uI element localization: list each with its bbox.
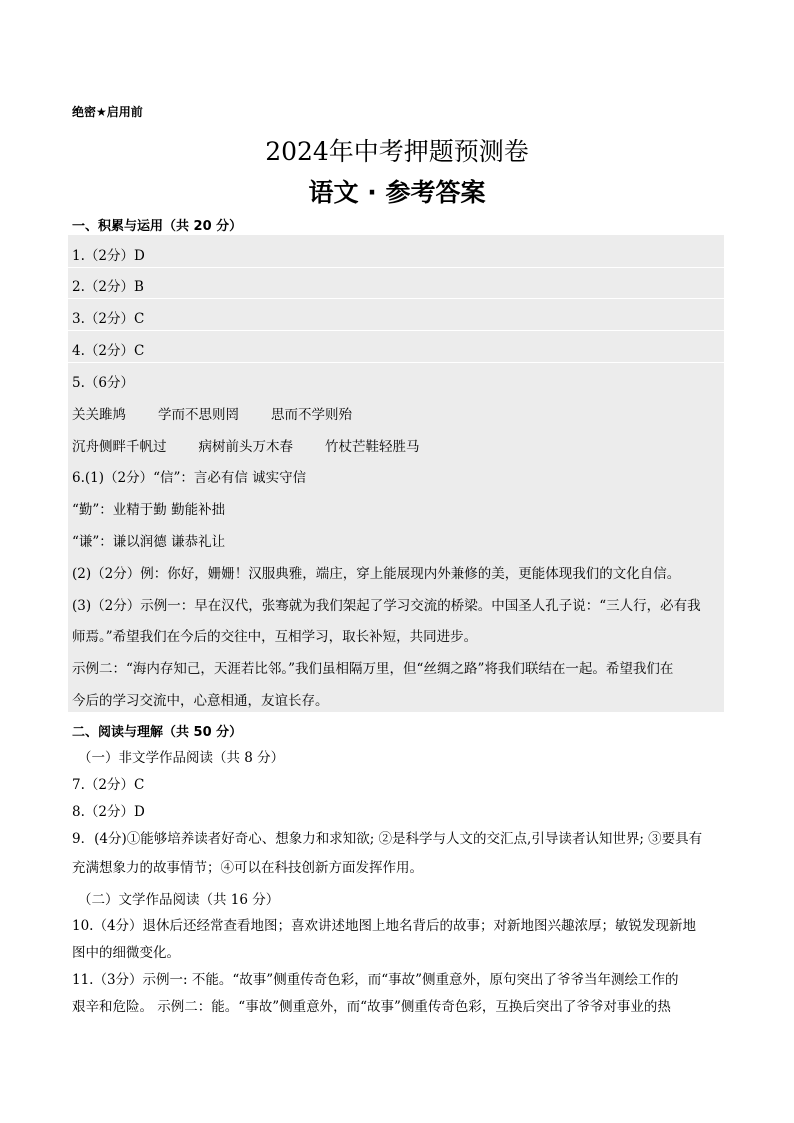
row-divider [68,267,724,268]
exam-subtitle: 语文 · 参考答案 [308,178,486,207]
row-divider [68,362,724,363]
row-divider [68,298,724,299]
answer-q10-line-2: 图中的细微变化。 [72,945,180,961]
poem-fill: 沉舟侧畔千帆过 [72,439,167,455]
answer-q7: 7.（2分）C [72,777,145,793]
answer-q11-line-2: 艰辛和危险。 示例二：能。“事故”侧重意外，而“故事”侧重传奇色彩，互换后突出了爷爷对事业的热 [72,999,671,1015]
answer-q1: 1.（2分）D [72,248,145,264]
answer-q2: 2.（2分）B [72,279,144,295]
subsection-1-heading: （一）非文学作品阅读（共 8 分） [78,750,285,766]
answer-q6-3-line-1: (3)（2分）示例一：早在汉代，张骞就为我们架起了学习交流的桥梁。中国圣人孔子说：“三人行，必有我 [72,598,701,614]
answer-q3: 3.（2分）C [72,311,145,327]
answer-q6-2: (2)（2分）例：你好，姗姗！汉服典雅，端庄，穿上能展现内外兼修的美，更能体现我们的文化自信。 [72,566,681,582]
answer-q6-1-qian: “谦”：谦以润德 谦恭礼让 [72,534,226,550]
poem-fill: 学而不思则罔 [158,407,239,423]
subsection-2-heading: （二）文学作品阅读（共 16 分） [78,892,280,908]
answer-q10-line-1: 10.（4分）退休后还经常查看地图；喜欢讲述地图上地名背后的故事；对新地图兴趣浓厚；敏锐发现新地 [72,918,697,934]
answer-q5: 5.（6分） [72,375,134,391]
answer-q9-line-2: 充满想象力的故事情节；④可以在科技创新方面发挥作用。 [72,860,423,876]
answer-q6-1-qin: “勤”：业精于勤 勤能补拙 [72,502,226,518]
answer-q5-line-2 [72,435,420,455]
answer-q8: 8.（2分）D [72,804,145,820]
answer-q6-1-xin: 6.(1)（2分）“信”：言必有信 诚实守信 [72,470,307,486]
answer-q5-line-1 [72,403,352,423]
secret-label: 绝密★启用前 [72,105,143,119]
poem-fill: 病树前头万木春 [198,439,293,455]
section-2-heading: 二、阅读与理解（共 50 分） [72,725,243,740]
poem-fill: 思而不学则殆 [271,407,352,423]
answer-q6-3-line-3: 示例二：“海内存知己，天涯若比邻。”我们虽相隔万里，但“丝绸之路”将我们联结在一起。希望我们在 [72,661,674,677]
answer-q4: 4.（2分）C [72,343,145,359]
section-1-heading: 一、积累与运用（共 20 分） [72,219,243,234]
answer-q11-line-1: 11.（3分）示例一: 不能。“故事”侧重传奇色彩，而“事故”侧重意外，原句突出了爷爷当年测绘工作的 [72,972,679,988]
answer-q6-3-line-4: 今后的学习交流中，心意相通，友谊长存。 [72,693,329,709]
answer-q9-line-1: 9．(4分)①能够培养读者好奇心、想象力和求知欲; ②是科学与人文的交汇点,引导读者认知世界; ③要具有 [72,831,703,847]
poem-fill: 关关雎鸠 [72,407,126,423]
exam-title: 2024年中考押题预测卷 [265,137,529,166]
answer-q6-3-line-2: 师焉。”希望我们在今后的交往中，互相学习，取长补短，共同进步。 [72,629,478,645]
poem-fill: 竹杖芒鞋轻胜马 [325,439,420,455]
row-divider [68,330,724,331]
